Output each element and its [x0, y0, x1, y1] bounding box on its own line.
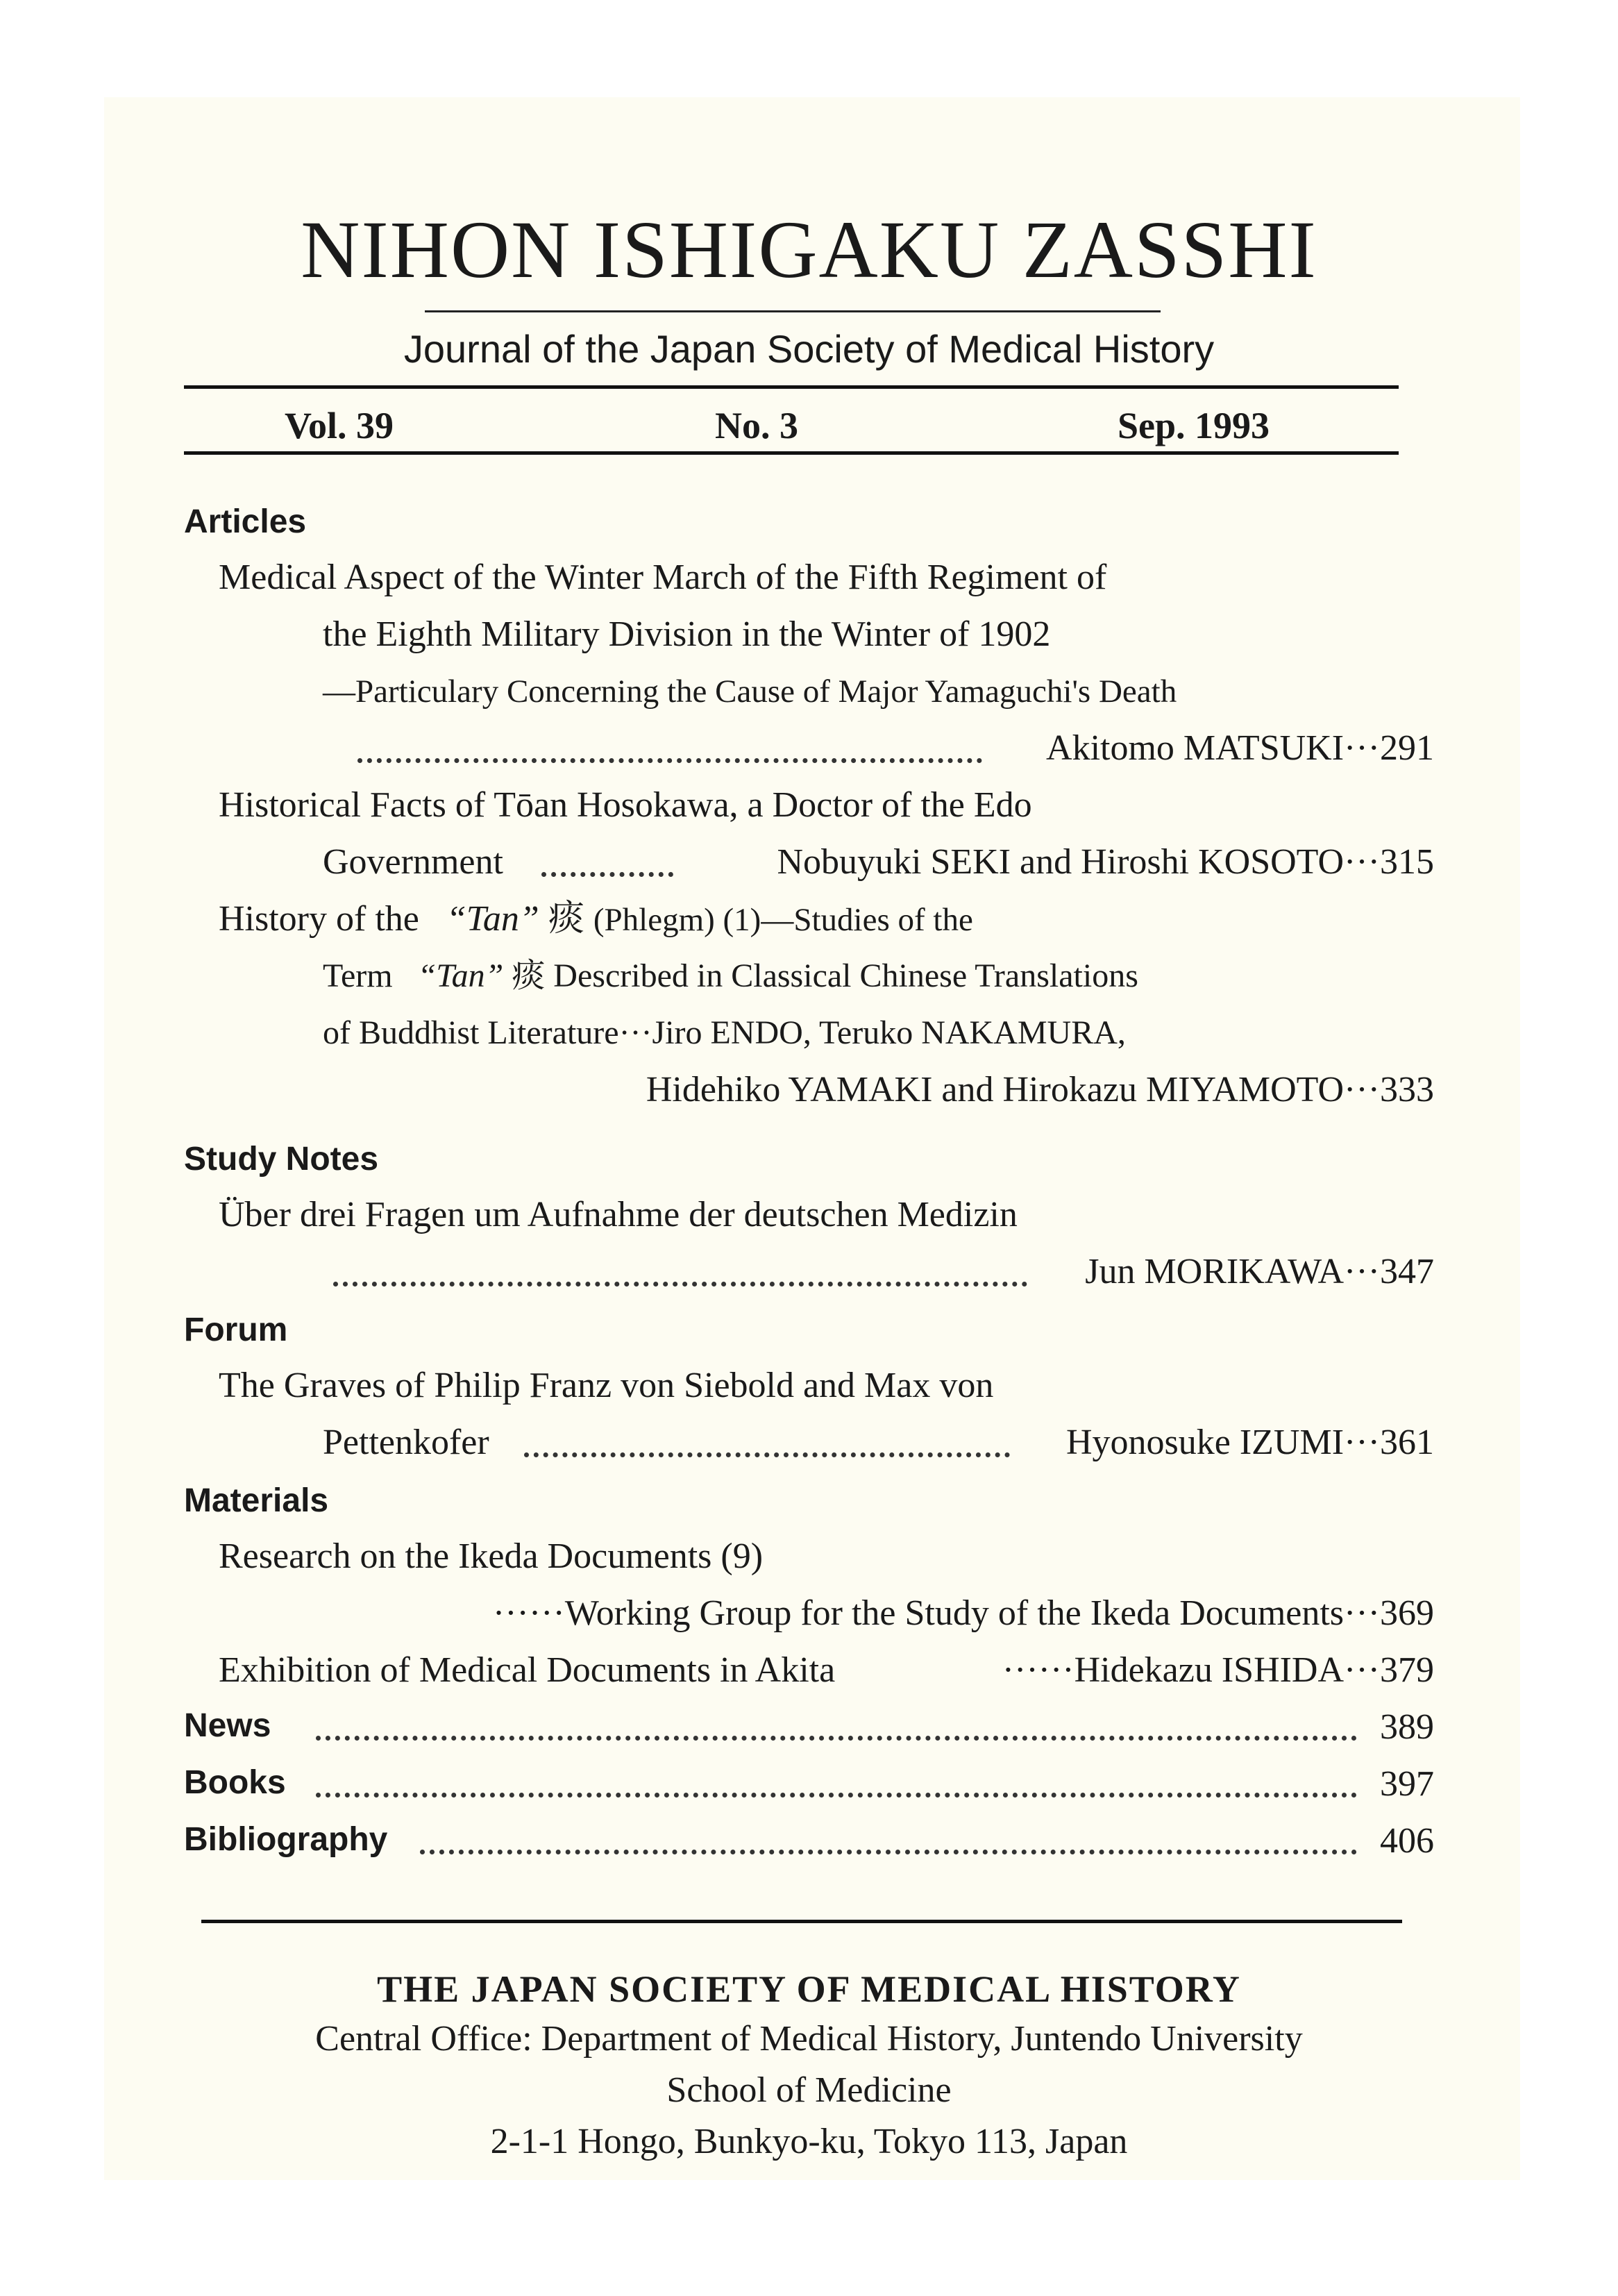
section-forum: Forum	[184, 1312, 288, 1348]
volume-label: Vol. 39	[285, 405, 394, 446]
journal-title: NIHON ISHIGAKU ZASSHI	[301, 204, 1317, 295]
section-materials: Materials	[184, 1482, 329, 1519]
article-3-tan-term: “Tan”	[446, 899, 539, 939]
issue-rule-top	[184, 385, 1399, 389]
article-3-author-page: Hidehiko YAMAKI and Hirokazu MIYAMOTO···333	[646, 1070, 1434, 1109]
article-3-kanji-2: 痰	[512, 957, 546, 994]
title-divider	[425, 310, 1161, 312]
forum-1-title-line-2: Pettenkofer	[323, 1423, 489, 1462]
journal-subtitle: Journal of the Japan Society of Medical History	[403, 327, 1215, 371]
office-address-line-2: School of Medicine	[666, 2070, 952, 2110]
books-page: 397	[1380, 1764, 1434, 1804]
office-address-line-1: Central Office: Department of Medical History, Juntendo University	[315, 2019, 1303, 2059]
section-books: Books	[184, 1764, 286, 1801]
materials-1-title: Research on the Ikeda Documents (9)	[219, 1536, 764, 1576]
article-2-title-line-2: Government	[323, 842, 503, 882]
article-3-title-line-2	[323, 954, 1138, 998]
bibliography-leader	[420, 1850, 1357, 1854]
section-articles: Articles	[184, 503, 307, 540]
materials-1-author-page: ······Working Group for the Study of the Ikeda Documents···369	[492, 1593, 1434, 1633]
article-1-author-page: Akitomo MATSUKI···291	[1046, 728, 1434, 768]
article-3-title-line-1	[219, 897, 973, 942]
article-3-text-b: (Phlegm) (1)—Studies of the	[593, 902, 973, 938]
date-label: Sep. 1993	[1118, 405, 1270, 446]
books-leader	[316, 1793, 1357, 1798]
materials-2-title: Exhibition of Medical Documents in Akita	[219, 1650, 836, 1690]
news-leader	[316, 1736, 1357, 1741]
study-note-1-author-page: Jun MORIKAWA···347	[1085, 1252, 1434, 1291]
article-2-title-line-1: Historical Facts of Tōan Hosokawa, a Doctor of the Edo	[219, 785, 1032, 825]
forum-1-leader	[524, 1452, 1010, 1457]
materials-2-author-page: ······Hidekazu ISHIDA···379	[1002, 1650, 1434, 1690]
article-3-kanji: 痰	[548, 899, 584, 939]
office-address-line-3: 2-1-1 Hongo, Bunkyo-ku, Tokyo 113, Japan	[490, 2122, 1128, 2161]
article-1-subtitle: —Particulary Concerning the Cause of Major Yamaguchi's Death	[323, 673, 1177, 710]
section-bibliography: Bibliography	[184, 1821, 388, 1858]
section-study-notes: Study Notes	[184, 1141, 379, 1178]
section-news: News	[184, 1707, 271, 1744]
article-1-title-line-2: the Eighth Military Division in the Winter of 1902	[323, 614, 1051, 654]
article-3-text-d: Described in Classical Chinese Translations	[553, 957, 1138, 994]
study-note-1-leader	[333, 1282, 1027, 1287]
study-note-1-title: Über drei Fragen um Aufnahme der deutschen Medizin	[219, 1195, 1018, 1234]
bibliography-page: 406	[1380, 1821, 1434, 1861]
news-page: 389	[1380, 1707, 1434, 1747]
article-3-text-c: Term	[323, 957, 393, 994]
footer-rule	[201, 1920, 1402, 1923]
article-3-title-line-3: of Buddhist Literature···Jiro ENDO, Teruko NAKAMURA,	[323, 1014, 1126, 1051]
issue-rule-bottom	[184, 451, 1399, 455]
forum-1-author-page: Hyonosuke IZUMI···361	[1065, 1423, 1434, 1462]
article-2-leader	[541, 872, 673, 877]
society-name: THE JAPAN SOCIETY OF MEDICAL HISTORY	[377, 1968, 1241, 2010]
number-label: No. 3	[715, 405, 798, 446]
article-1-leader	[357, 758, 982, 763]
forum-1-title-line-1: The Graves of Philip Franz von Siebold and Max von	[219, 1366, 994, 1405]
article-1-title-line-1: Medical Aspect of the Winter March of the Fifth Regiment of	[219, 558, 1107, 597]
article-3-tan-term-2: “Tan”	[417, 957, 504, 994]
article-2-author-page: Nobuyuki SEKI and Hiroshi KOSOTO···315	[777, 842, 1434, 882]
article-3-text-a: History of the	[219, 899, 419, 939]
